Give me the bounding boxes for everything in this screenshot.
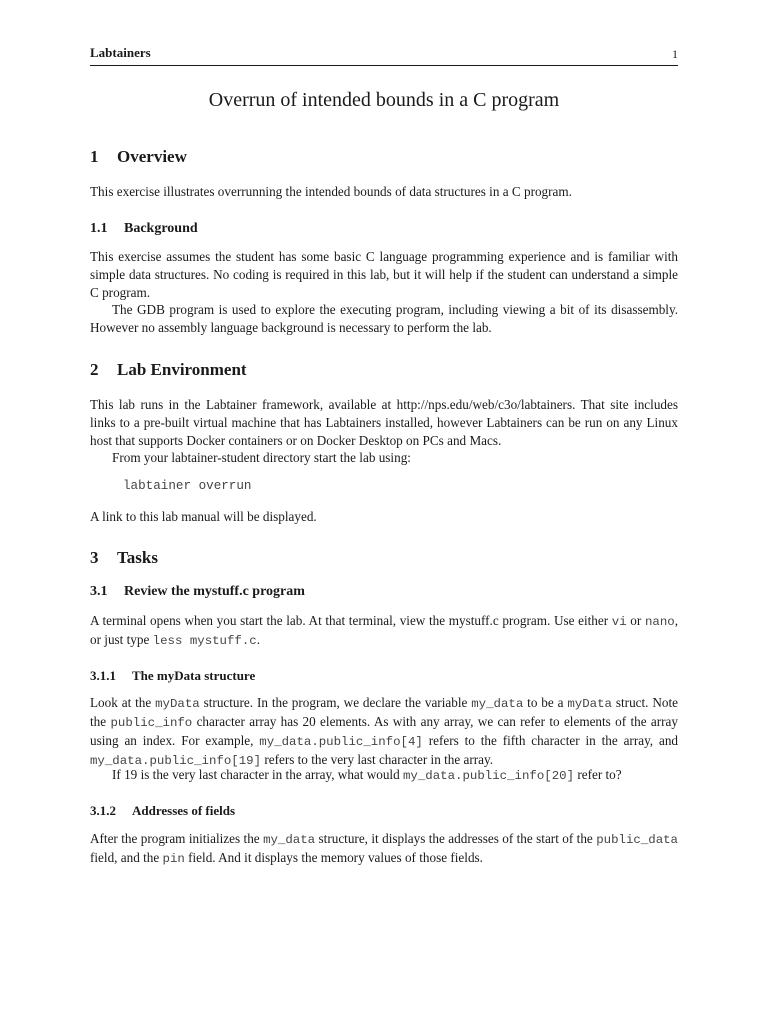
section-title: Addresses of fields xyxy=(132,803,236,818)
section-number: 3.1 xyxy=(90,584,108,599)
subsubsection-heading-mydata xyxy=(90,668,255,684)
page-number: 1 xyxy=(672,47,678,61)
inline-code: pin xyxy=(162,852,185,866)
inline-code: public_data xyxy=(596,833,678,847)
section-number: 3 xyxy=(90,548,99,567)
paragraph xyxy=(90,830,678,868)
text-run: or xyxy=(626,613,645,628)
inline-code: my_data xyxy=(471,697,524,711)
section-number: 3.1.1 xyxy=(90,668,116,683)
text-run: If 19 is the very last character in the array, what would xyxy=(112,767,403,782)
inline-code: my_data.public_info[20] xyxy=(403,769,575,783)
text-run: Look at the xyxy=(90,695,156,710)
text-run: , or just type xyxy=(90,613,678,647)
subsection-heading-review xyxy=(90,584,305,600)
section-number: 1 xyxy=(90,147,99,166)
text-run: to be a xyxy=(523,695,568,710)
text-run: character array has 20 elements. As with any array, we can refer to elements of the array using an index. For example, xyxy=(90,714,678,748)
inline-code: myData xyxy=(155,697,200,711)
inline-code: my_data.public_info[4] xyxy=(259,735,423,749)
inline-code: my_data.public_info[19] xyxy=(90,754,262,768)
running-header xyxy=(90,45,678,66)
paragraph xyxy=(90,612,678,650)
paragraph xyxy=(90,694,678,770)
inline-code: less mystuff.c xyxy=(152,634,257,648)
header-title: Labtainers xyxy=(90,45,151,60)
text-run: field. And it displays the memory values of those fields. xyxy=(184,850,483,865)
section-heading-overview xyxy=(90,147,187,167)
text-run: structure. In the program, we declare the variable xyxy=(199,695,472,710)
subsection-heading-background xyxy=(90,221,198,237)
section-number: 1.1 xyxy=(90,221,108,236)
section-heading-tasks xyxy=(90,548,158,568)
text-run: refers to the fifth character in the array, and xyxy=(422,733,679,748)
paragraph: This lab runs in the Labtainer framework, available at http://nps.edu/web/c3o/labtainers. That site includes links to a pre-built virtual machine that has Labtainers installed, however Labtainers can be run on any Linux host that supports Docker containers or on Docker Desktop on PCs and Macs. xyxy=(90,397,678,448)
text-run: . xyxy=(256,632,261,647)
paragraph: The GDB program is used to explore the executing program, including viewing a bit of its disassembly. However no assembly language background is necessary to perform the lab. xyxy=(90,302,678,335)
paragraph: This exercise assumes the student has some basic C language programming experience and is familiar with simple data structures. No coding is required in this lab, but it will help if the student can understand a simple C program. xyxy=(90,249,678,300)
text-run: refer to? xyxy=(574,767,622,782)
text-run: After the program initializes the xyxy=(90,831,264,846)
paragraph: From your labtainer-student directory start the lab using: xyxy=(112,450,411,465)
subsubsection-heading-addresses xyxy=(90,803,235,819)
section-number: 3.1.2 xyxy=(90,803,116,818)
section-title: Background xyxy=(124,221,198,236)
inline-code: my_data xyxy=(263,833,316,847)
section-title: Overview xyxy=(117,147,187,166)
section-title: Review the mystuff.c program xyxy=(124,584,305,599)
paragraph: This exercise illustrates overrunning the intended bounds of data structures in a C program. xyxy=(90,184,572,199)
text-run: structure, it displays the addresses of the start of the xyxy=(315,831,597,846)
inline-code: public_info xyxy=(110,716,193,730)
text-run: A terminal opens when you start the lab. At that terminal, view the mystuff.c program. Use either xyxy=(90,613,612,628)
section-title: Tasks xyxy=(117,548,158,567)
section-title: The myData structure xyxy=(132,668,256,683)
inline-code: myData xyxy=(567,697,612,711)
paragraph xyxy=(90,766,678,785)
text-run: refers to the very last character in the array. xyxy=(261,752,494,767)
document-title: Overrun of intended bounds in a C program xyxy=(208,89,560,111)
inline-code: vi xyxy=(611,615,627,629)
text-run: field, and the xyxy=(90,850,163,865)
text-run: struct. Note the xyxy=(90,695,678,729)
paragraph: A link to this lab manual will be displayed. xyxy=(90,509,317,524)
section-number: 2 xyxy=(90,360,99,379)
code-block: labtainer overrun xyxy=(123,479,252,493)
inline-code: nano xyxy=(644,615,675,629)
section-heading-lab-environment xyxy=(90,360,247,380)
section-title: Lab Environment xyxy=(117,360,247,379)
